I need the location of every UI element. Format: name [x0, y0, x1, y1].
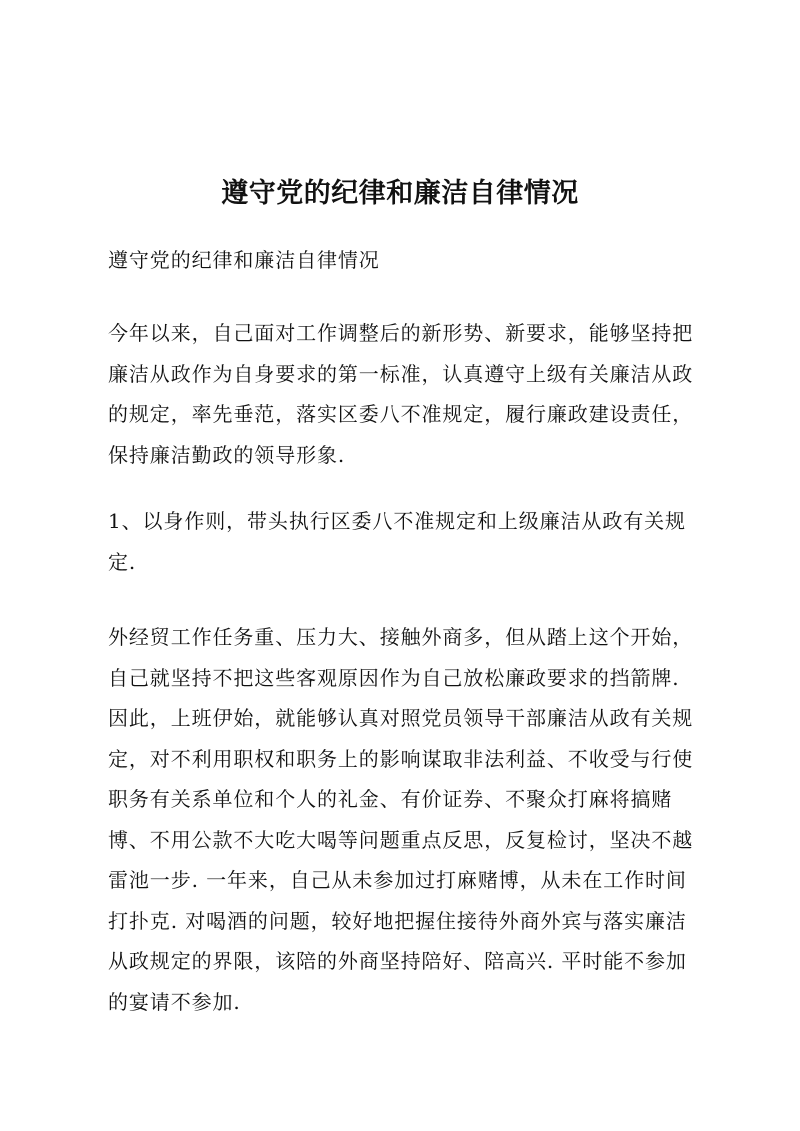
page-title: 遵守党的纪律和廉洁自律情况 [221, 178, 579, 210]
body-paragraph: 外经贸工作任务重、压力大、接触外商多，但从踏上这个开始，自己就坚持不把这些客观原因作为自己放松廉政要求的挡箭牌.因此，上班伊始，就能够认真对照党员领导干部廉洁从政有关规定，对不利用职权和职务上的影响谋取非法利益、不收受与行使职务有关系单位和个人的礼金、有价证券、不聚众打麻将搞赌博、不用公款不大吃大喝等问题重点反思，反复检讨，坚决不越雷池一步. 一年来，自己从未参加过打麻赌博，从未在工作时间打扑克. 对喝酒的问题，较好地把握住接待外商外宾与落实廉洁从政规定的界限，该陪的外商坚持陪好、陪高兴. 平时能不参加的宴请不参加. [108, 625, 694, 1014]
intro-paragraph: 今年以来，自己面对工作调整后的新形势、新要求，能够坚持把廉洁从政作为自身要求的第一标准，认真遵守上级有关廉洁从政的规定，率先垂范，落实区委八不准规定，履行廉政建设责任，保持廉洁勤政的领导形象. [108, 321, 694, 467]
document-subtitle-paragraph: 遵守党的纪律和廉洁自律情况 [108, 248, 380, 272]
item-1-heading-paragraph: 1、以身作则，带头执行区委八不准规定和上级廉洁从政有关规定. [108, 509, 686, 574]
